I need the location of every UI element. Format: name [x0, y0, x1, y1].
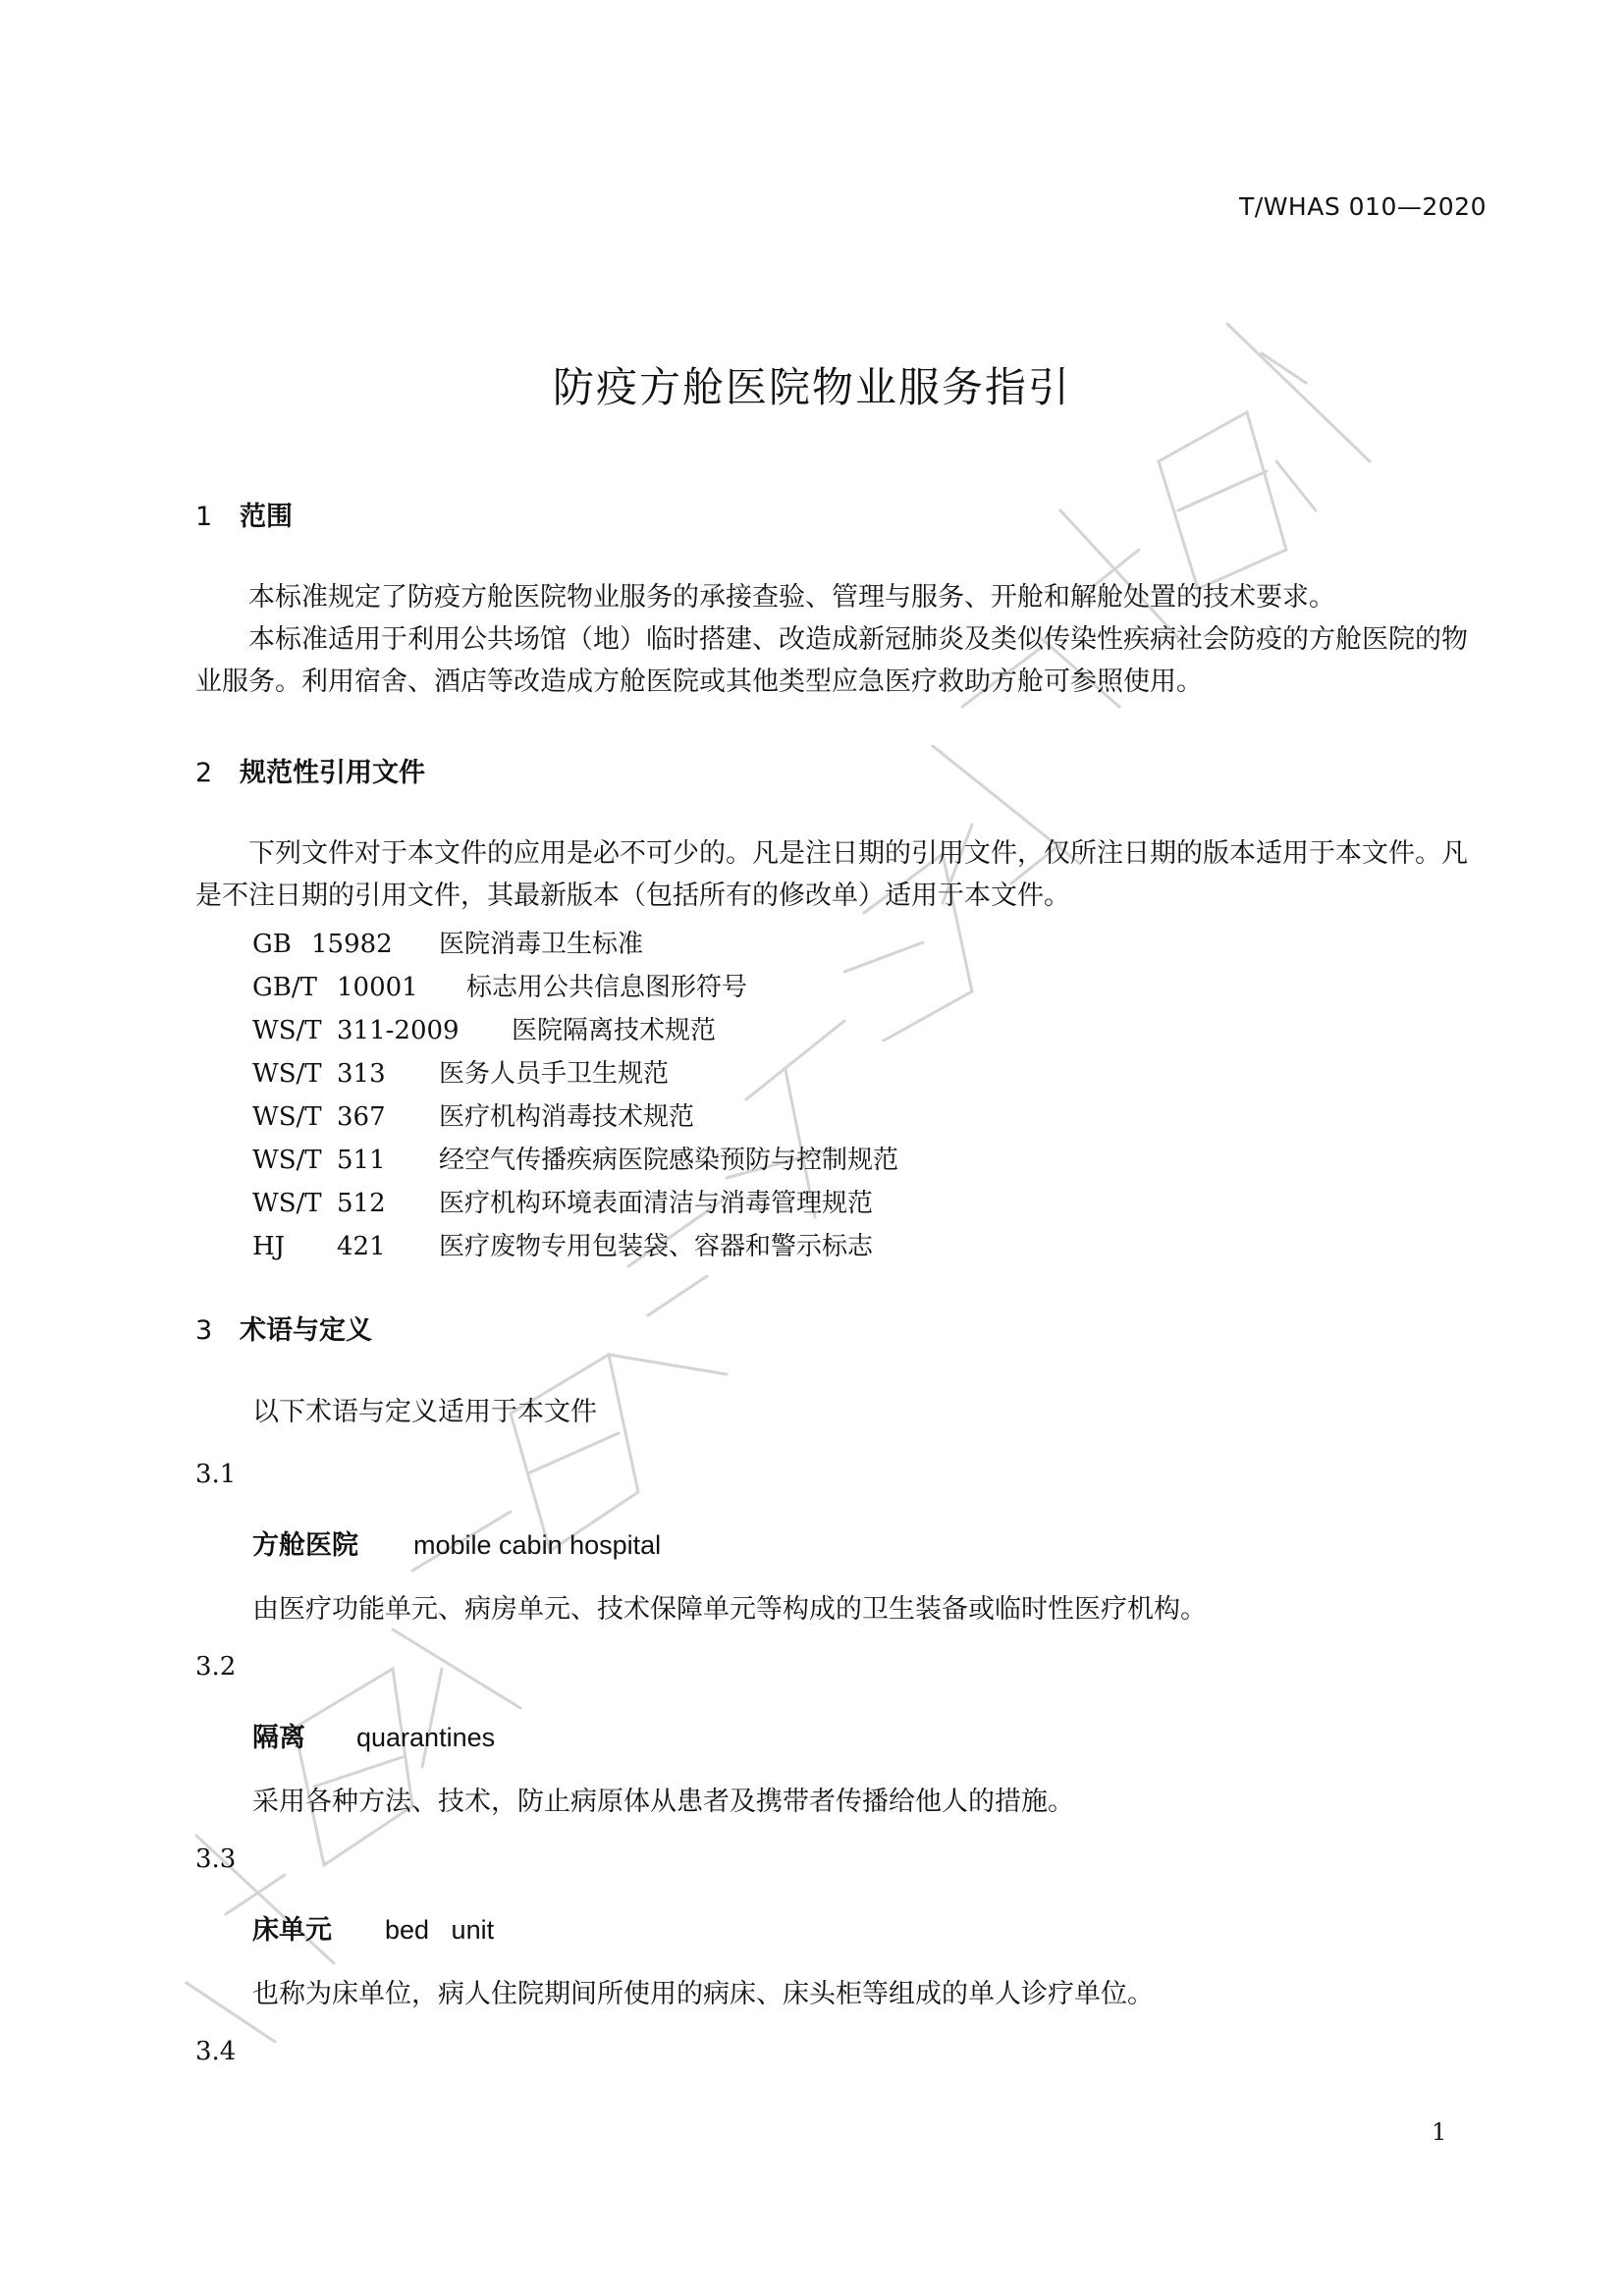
reference-title: 医疗废物专用包装袋、容器和警示标志	[439, 1232, 874, 1261]
section-number: 1	[195, 502, 213, 532]
reference-item	[252, 1140, 898, 1176]
reference-prefix: WS/T	[252, 1102, 322, 1132]
reference-number: 15982	[311, 930, 393, 959]
reference-title: 医疗机构消毒技术规范	[439, 1102, 695, 1132]
terms-intro: 以下术语与定义适用于本文件	[252, 1397, 597, 1427]
reference-item	[252, 924, 643, 960]
scope-paragraph: 本标准规定了防疫方舱医院物业服务的承接查验、管理与服务、开舱和解舱处置的技术要求。	[248, 582, 1335, 613]
reference-number: 10001	[337, 973, 418, 1002]
document-title: 防疫方舱医院物业服务指引	[552, 363, 1071, 411]
reference-prefix: WS/T	[252, 1189, 322, 1218]
scope-paragraph: 本标准适用于利用公共场馆（地）临时搭建、改造成新冠肺炎及类似传染性疾病社会防疫的方舱医院的物业服务。利用宿舍、酒店等改造成方舱医院或其他类型应急医疗救助方舱可参照使用。	[195, 624, 1468, 697]
reference-title: 经空气传播疾病医院感染预防与控制规范	[439, 1146, 899, 1175]
term-heading	[252, 1908, 494, 1947]
reference-number: 313	[337, 1059, 386, 1089]
term-cn: 床单元	[252, 1915, 332, 1946]
reference-number: 367	[337, 1102, 386, 1132]
term-cn: 隔离	[252, 1723, 305, 1753]
reference-number: 311-2009	[337, 1016, 460, 1045]
term-number: 3.1	[195, 1460, 237, 1489]
reference-title: 标志用公共信息图形符号	[466, 973, 748, 1002]
section-number: 3	[195, 1315, 213, 1346]
reference-prefix: WS/T	[252, 1016, 322, 1045]
reference-item	[252, 1096, 694, 1133]
section-title: 规范性引用文件	[240, 758, 425, 788]
term-en: mobile cabin hospital	[413, 1530, 662, 1560]
reference-prefix: WS/T	[252, 1059, 322, 1089]
section-heading-scope	[195, 495, 293, 533]
section-heading-references	[195, 751, 425, 789]
reference-prefix: HJ	[252, 1232, 286, 1261]
term-cn: 方舱医院	[252, 1530, 358, 1561]
term-heading	[252, 1716, 495, 1754]
reference-prefix: GB/T	[252, 973, 317, 1002]
reference-title: 医院消毒卫生标准	[439, 930, 644, 959]
reference-item	[252, 1053, 669, 1090]
reference-item	[252, 967, 747, 1003]
reference-title: 医务人员手卫生规范	[439, 1059, 670, 1089]
reference-number: 511	[337, 1146, 386, 1175]
reference-prefix: GB	[252, 930, 292, 959]
references-intro-text: 下列文件对于本文件的应用是必不可少的。凡是注日期的引用文件，仅所注日期的版本适用于本文件。凡是不注日期的引用文件，其最新版本（包括所有的修改单）适用于本文件。	[195, 838, 1468, 911]
reference-item	[252, 1183, 873, 1219]
section-number: 2	[195, 758, 213, 788]
reference-number: 512	[337, 1189, 386, 1218]
section-heading-terms	[195, 1308, 372, 1347]
references-intro	[195, 832, 1482, 917]
page-number: 1	[1432, 2118, 1447, 2146]
term-number: 3.3	[195, 1844, 237, 1874]
section-title: 术语与定义	[240, 1315, 372, 1346]
term-number: 3.2	[195, 1652, 237, 1682]
reference-item	[252, 1010, 716, 1046]
section-title: 范围	[240, 502, 293, 532]
term-heading	[252, 1523, 661, 1562]
reference-prefix: WS/T	[252, 1146, 322, 1175]
term-en: quarantines	[356, 1723, 496, 1752]
term-definition: 也称为床单位，病人住院期间所使用的病床、床头柜等组成的单人诊疗单位。	[252, 1979, 1154, 2009]
term-number: 3.4	[195, 2037, 237, 2066]
reference-title: 医疗机构环境表面清洁与消毒管理规范	[439, 1189, 874, 1218]
reference-number: 421	[337, 1232, 386, 1261]
standard-code: T/WHAS 010—2020	[1239, 192, 1487, 221]
reference-item	[252, 1226, 873, 1262]
scope-paragraphs	[195, 576, 1482, 703]
term-definition: 采用各种方法、技术，防止病原体从患者及携带者传播给他人的措施。	[252, 1787, 1074, 1817]
term-definition: 由医疗功能单元、病房单元、技术保障单元等构成的卫生装备或临时性医疗机构。	[252, 1594, 1207, 1625]
term-en: bed unit	[385, 1915, 495, 1945]
reference-title: 医院隔离技术规范	[512, 1016, 717, 1045]
